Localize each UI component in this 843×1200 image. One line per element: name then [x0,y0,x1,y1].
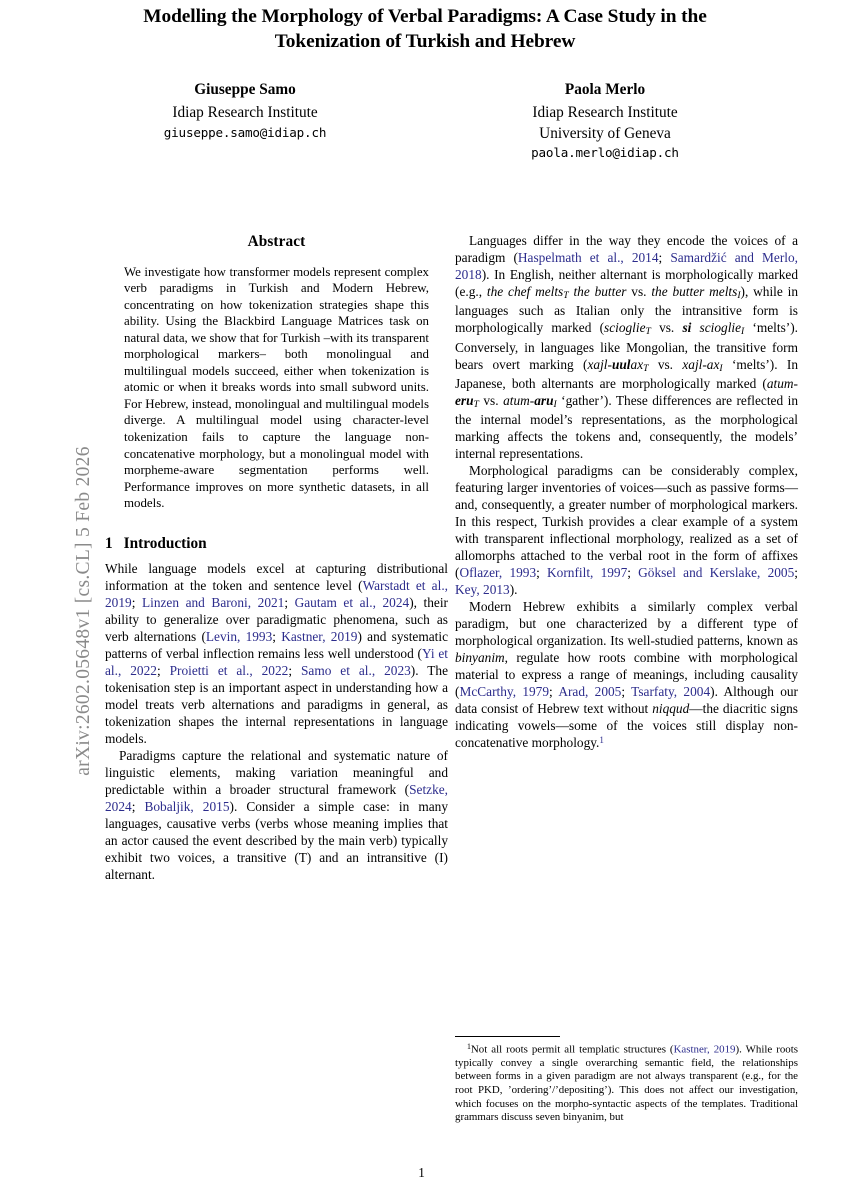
voice-subscript: T [473,399,479,411]
voice-subscript: I [741,326,745,338]
text-run: ; [131,595,142,611]
footnote-divider [455,1036,560,1037]
text-run: ). Consider a simple case: in many languages, causative verbs (verbs whose meaning implies that an actor caused the event described by the main verb) typically exhibit two voices, a transitive (T) and an intransitive (I) alternant. [105,799,448,883]
text-run: vs. [650,320,683,336]
text-run: vs. [648,356,683,372]
author-email[interactable]: paola.merlo@idiap.ch [531,145,679,161]
author-list [95,80,755,162]
page-number: 1 [418,1165,425,1180]
author-name: Giuseppe Samo [194,81,296,98]
text-run: ), while in languages such as Italian only the intransitive form is morphologically marked ( [455,284,799,336]
example-bold-italic: eru [455,393,474,409]
citation-link[interactable]: Kastner, 2019 [673,1043,736,1056]
paragraph [105,560,448,747]
paragraph [455,232,798,462]
example-italic: scioglie [604,320,646,336]
text-run: ; [272,629,282,645]
citation-link[interactable]: Samo et al., 2023 [300,663,411,679]
voice-subscript: I [553,399,557,411]
voice-subscript: T [643,362,649,374]
voice-subscript: I [737,290,741,302]
text-run: ; [536,565,548,581]
text-run: ). The tokenisation step is an important aspect in understanding how a model treats verb alternations and paradigms in general, as tokenization shapes the internal representations in language models. [105,663,449,747]
example-italic: binyanim [455,650,505,666]
abstract-heading: Abstract [247,233,306,250]
example-italic: xajl- [587,356,612,372]
text-run: ‘gather’). These differences are reflected in the internal model’s representations, as the morphological marking affects the tokens and, consequently, the models’ internal representations. [455,393,799,462]
citation-link[interactable]: Oflazer, 1993 [459,565,537,581]
text-run: ; [627,565,639,581]
text-run: ; [621,684,632,700]
left-column [105,232,448,883]
text-run: Modern Hebrew exhibits a similarly complex verbal paradigm, but one characterized by a different type of morphological organization. Its well-studied patterns, known as [455,599,798,649]
author-block-2 [455,80,755,162]
section-number: 1 [105,534,113,552]
text-run: Languages differ in the way they encode the voices of a paradigm ( [455,233,798,265]
author-affiliation: Idiap Research Institute [532,104,678,122]
citation-link[interactable]: Göksel and Kerslake, 2005 [638,565,795,581]
author-affiliation-secondary: University of Geneva [539,124,671,142]
paragraph [455,598,798,751]
example-italic: the butter [568,284,627,299]
text-run: ; [131,799,145,815]
example-bold-italic: uul [611,356,631,372]
text-run: Not all roots permit all templatic structures ( [470,1043,674,1056]
text-run: ). [509,582,518,598]
citation-link[interactable]: Warstadt et al., 2019 [105,578,448,611]
text-run: ; [156,663,170,679]
citation-link[interactable]: Gautam et al., 2024 [294,595,410,611]
text-run: ; [284,595,295,611]
citation-link[interactable]: McCarthy, 1979 [459,684,550,700]
text-run: ). While roots typically convey a single overarching semantic field, the relationships between forms in a given paradigm are not always transparent (e.g., for the root PKD, ’ordering’/’depositing’). This does not affect our investigation, which focuses on the morpho-syntactic aspects of the templates. Traditional grammars discuss seven binyanim, but [455,1043,798,1124]
citation-link[interactable]: Arad, 2005 [558,684,622,700]
paragraph [455,462,798,598]
example-italic: the chef melts [486,284,564,299]
citation-link[interactable]: Levin, 1993 [205,629,273,645]
text-run: ; [549,684,559,700]
citation-link[interactable]: Samardžić and Merlo, 2018 [455,250,798,282]
citation-link[interactable]: Tsarfaty, 2004 [631,684,711,700]
citation-link[interactable]: Linzen and Baroni, 2021 [141,595,285,611]
citation-link[interactable]: Kastner, 2019 [281,629,358,645]
text-run: ; [288,663,301,679]
author-name: Paola Merlo [564,81,646,98]
author-email[interactable]: giuseppe.samo@idiap.ch [163,124,327,140]
example-italic: niqqud [652,701,690,717]
example-italic: xajl-ax [682,356,720,372]
paragraph [105,747,448,883]
voice-subscript: T [645,326,651,338]
example-bold-italic: aru [534,393,554,409]
section-heading-introduction [105,534,448,554]
title-block [95,4,755,54]
citation-link[interactable]: Key, 2013 [455,582,510,598]
example-italic: atum- [503,393,535,409]
section-title: Introduction [123,534,207,552]
footnote-text [455,1042,798,1125]
text-run: Morphological paradigms can be considerably complex, featuring larger inventories of voices—such as passive forms—and, consequently, a greater number of morphological markers. In this respect, Turkish provides a clear example of a system with transparent inflectional morphology, realized as a set of allomorphs attached to the verbal root in the form of affixes ( [455,463,798,581]
citation-link[interactable]: Proietti et al., 2022 [169,663,289,679]
arxiv-stamp: arXiv:2602.05648v1 [cs.CL] 5 Feb 2026 [73,446,94,776]
voice-subscript: T [563,290,569,302]
text-run: ). In English, neither alternant is morphologically marked (e.g., [455,267,798,299]
text-run: ‘melts’). Conversely, in languages like Mongolian, the transitive form bears overt marking ( [455,320,799,372]
text-run: vs. [478,393,504,409]
page-title: Modelling the Morphology of Verbal Paradigms: A Case Study in the Tokenization of Turkish and Hebrew [143,6,707,53]
text-run: ; [658,250,671,265]
right-column [455,232,798,751]
text-run: Paradigms capture the relational and systematic nature of linguistic elements, making variation meaningful and predictable within a broader structural framework ( [105,748,448,798]
citation-link[interactable]: Yi et al., 2022 [105,646,448,679]
text-run: ), their ability to generalize over paradigmatic phenomena, such as verb alternations ( [105,595,449,645]
text-run: ) and systematic patterns of verbal inflection remains less well understood ( [105,629,448,662]
author-affiliation: Idiap Research Institute [172,104,318,122]
footnote-reference[interactable]: 1 [599,735,604,746]
text-run: , regulate how roots combine with morphological material to express a range of meanings, including causality ( [455,650,798,700]
footnote-block [455,1036,798,1125]
text-run: While language models excel at capturing distributional information at the token and sentence level ( [105,561,448,594]
example-italic: atum- [766,376,798,392]
text-run: ). Although our data consist of Hebrew text without [455,684,798,717]
footnote-marker: 1 [467,1042,471,1051]
example-italic: scioglie [691,320,742,336]
citation-link[interactable]: Kornfilt, 1997 [547,565,628,581]
text-run: —the diacritic signs indicating vowels—some of the voices still display non-concatenative morphology. [455,701,798,751]
author-block-1 [95,80,395,162]
voice-subscript: I [719,362,723,374]
example-bold-italic: si [682,320,692,336]
text-run: vs. [626,284,652,299]
citation-link[interactable]: Bobaljik, 2015 [144,799,230,815]
abstract-text: We investigate how transformer models represent complex verb paradigms in Turkish and Modern Hebrew, concentrating on how tokenization strategies shape this ability. Using the Blackbird Language Matrices task on natural data, we show that for Turkish –with its transparent morphological markers– both monolingual and multilingual models succeed, either when tokenization is atomic or when it breaks words into small subword units. For Hebrew, instead, monolingual and multilingual models diverge. A multilingual model using character-level tokenization fails to capture the language non-concatenative morphology, but a monolingual model with morpheme-aware segmentation performs well. Performance improves on more synthetic datasets, in all models. [124,264,429,511]
example-italic: the butter melts [651,284,738,299]
citation-link[interactable]: Setzke, 2024 [105,782,448,815]
text-run: ; [794,565,798,581]
text-run: ‘melts’). In Japanese, both alternants are morphologically marked ( [455,356,798,392]
example-italic: ax [630,356,644,372]
citation-link[interactable]: Haspelmath et al., 2014 [517,250,659,265]
